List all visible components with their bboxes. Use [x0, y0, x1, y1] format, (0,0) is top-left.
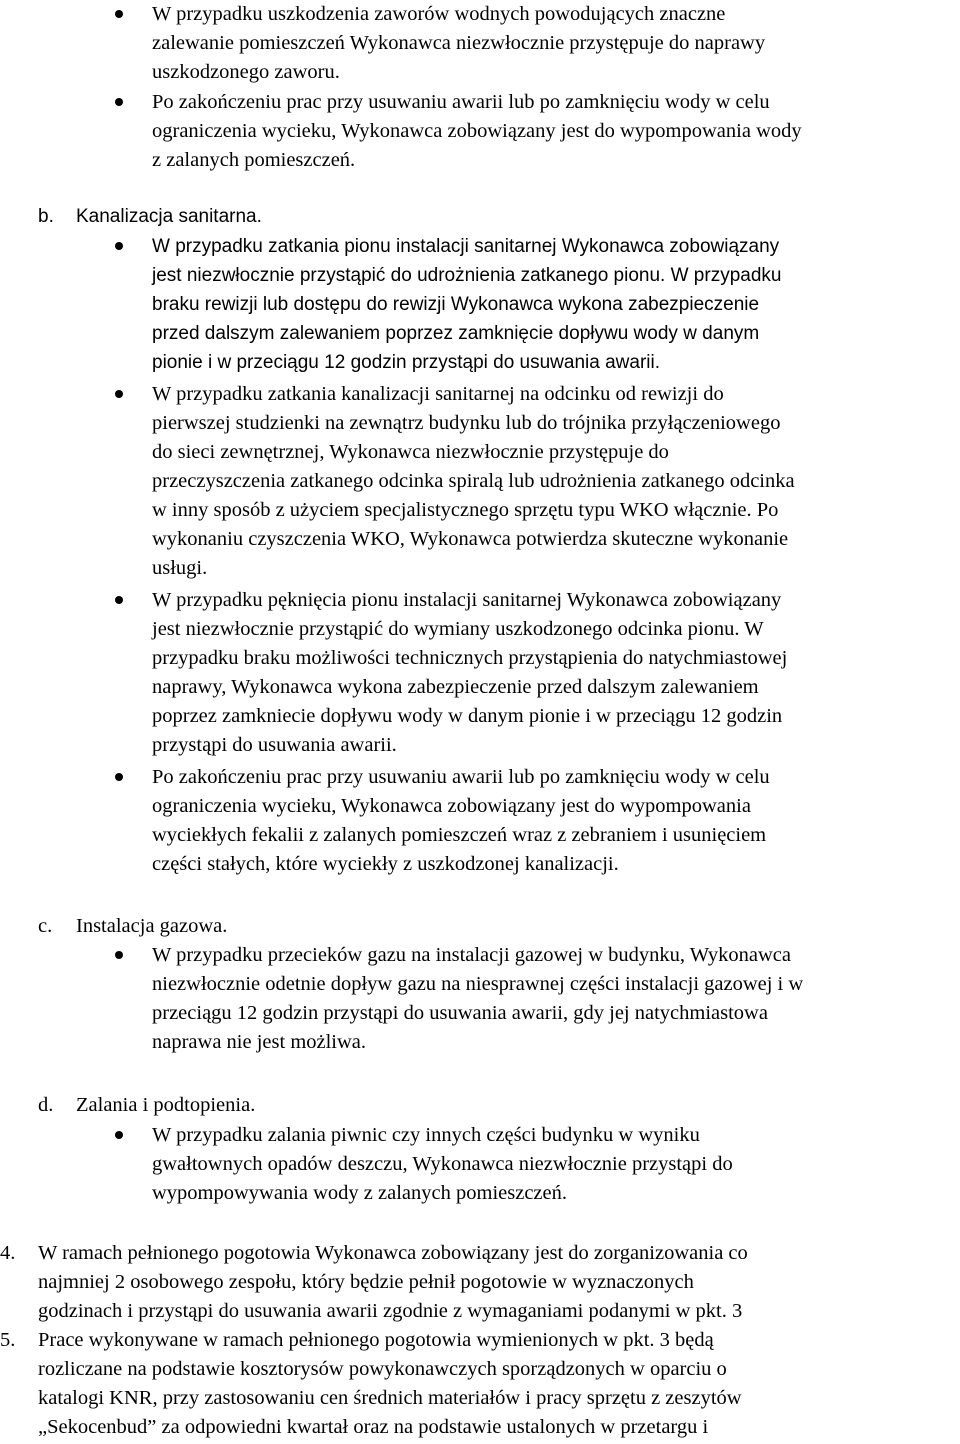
paragraph-line: braku rewizji lub dostępu do rewizji Wykonawca wykona zabezpieczenie	[152, 294, 760, 315]
paragraph-line: poprzez zamkniecie dopływu wody w danym pionie i w przeciągu 12 godzin	[152, 705, 783, 727]
paragraph-line: W przypadku uszkodzenia zaworów wodnych powodujących znaczne	[152, 3, 726, 25]
paragraph-line: Po zakończeniu prac przy usuwaniu awarii lub po zamknięciu wody w celu	[152, 766, 770, 788]
paragraph-line: katalogi KNR, przy zastosowaniu cen średnich materiałów i pracy sprzętu z zeszytów	[38, 1387, 742, 1409]
paragraph-line: pionie i w przeciągu 12 godzin przystąpi do usuwania awarii.	[152, 352, 661, 373]
paragraph-line: jest niezwłocznie przystąpić do udrożnienia zatkanego pionu. W przypadku	[152, 265, 782, 286]
section-title: Instalacja gazowa.	[76, 915, 228, 937]
paragraph-line: części stałych, które wyciekły z uszkodzonej kanalizacji.	[152, 853, 619, 875]
item-number: 4.	[0, 1242, 16, 1264]
bullet-icon	[115, 596, 123, 604]
bullet-icon	[115, 951, 123, 959]
bullet-icon	[115, 10, 123, 18]
paragraph-line: przeciągu 12 godzin przystąpi do usuwania awarii, gdy jej natychmiastowa	[152, 1002, 768, 1024]
bullet-icon	[115, 390, 123, 398]
paragraph-line: godzinach i przystąpi do usuwania awarii zgodnie z wymaganiami podanymi w pkt. 3	[38, 1300, 743, 1322]
paragraph-line: usługi.	[152, 557, 208, 579]
paragraph-line: do sieci zewnętrznej, Wykonawca niezwłocznie przystępuje do	[152, 441, 669, 463]
item-number: 5.	[0, 1329, 16, 1351]
section-marker: d.	[38, 1094, 54, 1116]
paragraph-line: zalewanie pomieszczeń Wykonawca niezwłocznie przystępuje do naprawy	[152, 32, 766, 54]
paragraph-line: W przypadku zalania piwnic czy innych części budynku w wyniku	[152, 1124, 700, 1146]
section-marker: c.	[38, 915, 53, 937]
paragraph-line: Prace wykonywane w ramach pełnionego pogotowia wymienionych w pkt. 3 będą	[38, 1329, 714, 1351]
paragraph-line: „Sekocenbud” za odpowiedni kwartał oraz na podstawie ustalonych w przetargu i	[38, 1416, 709, 1438]
paragraph-line: wykonaniu czyszczenia WKO, Wykonawca potwierdza skuteczne wykonanie	[152, 528, 789, 550]
paragraph-line: w inny sposób z użyciem specjalistycznego sprzętu typu WKO włącznie. Po	[152, 499, 779, 521]
paragraph-line: naprawy, Wykonawca wykona zabezpieczenie przed dalszym zalewaniem	[152, 676, 759, 698]
paragraph-line: przypadku braku możliwości technicznych przystąpienia do natychmiastowej	[152, 647, 788, 669]
bullet-icon	[115, 1131, 123, 1139]
paragraph-line: przystąpi do usuwania awarii.	[152, 734, 397, 756]
paragraph-line: W przypadku pęknięcia pionu instalacji sanitarnej Wykonawca zobowiązany	[152, 589, 782, 611]
paragraph-line: przeczyszczenia zatkanego odcinka spiralą lub udrożnienia zatkanego odcinka	[152, 470, 795, 492]
paragraph-line: uszkodzonego zaworu.	[152, 61, 340, 83]
paragraph-line: ograniczenia wycieku, Wykonawca zobowiązany jest do wypompowania wody	[152, 120, 802, 142]
bullet-icon	[115, 98, 123, 106]
paragraph-line: rozliczane na podstawie kosztorysów powykonawczych sporządzonych w oparciu o	[38, 1358, 727, 1380]
paragraph-line: najmniej 2 osobowego zespołu, który będzie pełnił pogotowie w wyznaczonych	[38, 1271, 694, 1293]
paragraph-line: wyciekłych fekalii z zalanych pomieszczeń wraz z zebraniem i usunięciem	[152, 824, 767, 846]
paragraph-line: naprawa nie jest możliwa.	[152, 1031, 367, 1053]
paragraph-line: niezwłocznie odetnie dopływ gazu na niesprawnej części instalacji gazowej i w	[152, 973, 804, 995]
section-marker: b.	[38, 206, 54, 227]
bullet-icon	[115, 773, 123, 781]
paragraph-line: ograniczenia wycieku, Wykonawca zobowiązany jest do wypompowania	[152, 795, 751, 817]
section-title: Kanalizacja sanitarna.	[76, 206, 262, 227]
paragraph-line: jest niezwłocznie przystąpić do wymiany uszkodzonego odcinka pionu. W	[152, 618, 764, 640]
paragraph-line: wypompowywania wody z zalanych pomieszczeń.	[152, 1182, 567, 1204]
paragraph-line: z zalanych pomieszczeń.	[152, 149, 356, 171]
section-title: Zalania i podtopienia.	[76, 1094, 256, 1116]
paragraph-line: W ramach pełnionego pogotowia Wykonawca zobowiązany jest do zorganizowania co	[38, 1242, 748, 1264]
paragraph-line: W przypadku zatkania kanalizacji sanitarnej na odcinku od rewizji do	[152, 383, 724, 405]
paragraph-line: Po zakończeniu prac przy usuwaniu awarii lub po zamknięciu wody w celu	[152, 91, 770, 113]
paragraph-line: W przypadku zatkania pionu instalacji sanitarnej Wykonawca zobowiązany	[152, 236, 780, 257]
paragraph-line: pierwszej studzienki na zewnątrz budynku lub do trójnika przyłączeniowego	[152, 412, 781, 434]
paragraph-line: przed dalszym zalewaniem poprzez zamknięcie dopływu wody w danym	[152, 323, 760, 344]
paragraph-line: gwałtownych opadów deszczu, Wykonawca niezwłocznie przystąpi do	[152, 1153, 733, 1175]
bullet-icon	[115, 242, 123, 250]
paragraph-line: W przypadku przecieków gazu na instalacji gazowej w budynku, Wykonawca	[152, 944, 791, 966]
